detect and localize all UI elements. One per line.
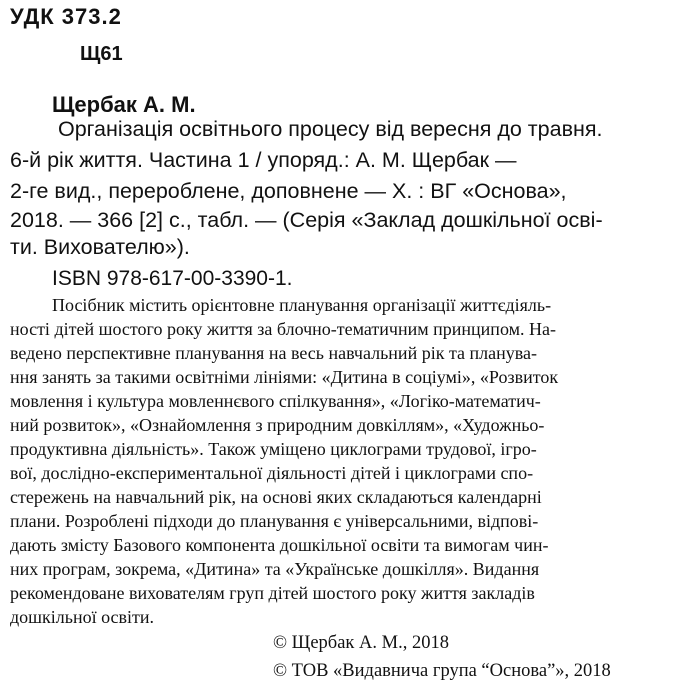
description-line: продуктивна діяльність». Також уміщено циклограми трудової, ігро- [10, 439, 537, 459]
description-line: ведено перспективне планування на весь навчальний рік та планува- [10, 343, 538, 363]
bibliographic-line: 2018. — 366 [2] с., табл. — (Серія «Заклад дошкільної осві- [10, 208, 603, 232]
description-line: вої, дослідно-експериментальної діяльності дітей і циклограми спо- [10, 463, 534, 483]
author-mark-code: Щ61 [80, 43, 123, 65]
isbn: ISBN 978-617-00-3390-1. [52, 267, 293, 290]
copyright-author: © Щербак А. М., 2018 [273, 633, 449, 653]
description-line: Посібник містить орієнтовне планування організації життєдіяль- [52, 295, 552, 315]
udk-code: УДК 373.2 [10, 4, 122, 29]
description-line: плани. Розроблені підходи до планування є універсальними, відпові- [10, 511, 539, 531]
description-line: рекомендоване вихователям груп дітей шостого року життя закладів [10, 583, 535, 603]
copyright-publisher: © ТОВ «Видавнича група “Основа”», 2018 [273, 661, 611, 681]
bibliographic-line: Організація освітнього процесу від вересня до травня. [58, 117, 603, 141]
bibliographic-line: ти. Вихователю»). [10, 235, 190, 259]
description-line: дають змісту Базового компонента дошкільної освіти та вимогам чин- [10, 535, 549, 555]
description-line: дошкільної освіти. [10, 607, 155, 627]
description-line: ний розвиток», «Ознайомлення з природним довкіллям», «Художньо- [10, 415, 545, 435]
bibliographic-line: 6-й рік життя. Частина 1 / упоряд.: А. М. Щербак — [10, 148, 517, 172]
description-line: мовлення і культура мовленнєвого спілкування», «Логіко-математич- [10, 391, 541, 411]
description-line: них програм, зокрема, «Дитина» та «Українське дошкілля». Видання [10, 559, 540, 579]
author-name: Щербак А. М. [52, 92, 196, 117]
description-line: ння занять за такими освітніми лініями: «Дитина в соціумі», «Розвиток [10, 367, 559, 387]
description-line: ності дітей шостого року життя за блочно-тематичним принципом. На- [10, 319, 556, 339]
bibliographic-line: 2-ге вид., перероблене, доповнене — Х. : ВГ «Основа», [10, 179, 567, 203]
description-line: стережень на навчальний рік, на основі яких складаються календарні [10, 487, 542, 507]
